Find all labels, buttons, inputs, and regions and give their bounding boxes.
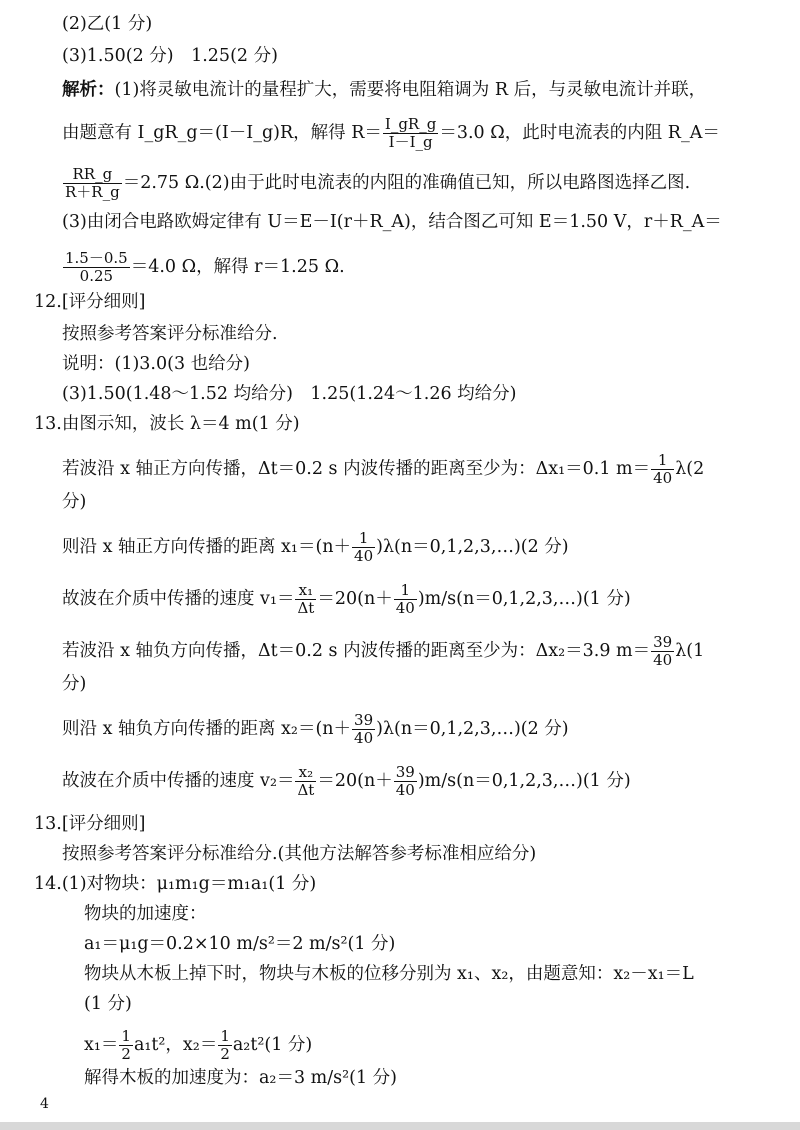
fraction: [295, 764, 316, 799]
t: 分): [62, 674, 87, 694]
numerator: 1: [121, 1027, 131, 1045]
t: (3)由闭合电路欧姆定律有 U＝E－I(r＋R_A)，结合图乙可知 E＝1.50 V，r＋R_A＝: [62, 212, 722, 232]
denominator: 2: [220, 1045, 230, 1063]
section-heading: [34, 290, 146, 314]
t: a₂t²(1 分): [232, 1035, 313, 1055]
numerator: 1: [651, 452, 674, 470]
t: (1)将灵敏电流计的量程扩大，需要将电阻箱调为 R 后，与灵敏电流计并联，: [114, 80, 707, 100]
t: 由题意有 I_gR_g＝(I－I_g)R，解得 R＝: [62, 123, 382, 143]
t: 按照参考答案评分标准给分.: [62, 324, 278, 344]
fraction: [352, 712, 375, 747]
text-line: [62, 842, 536, 866]
formula-line: [62, 764, 631, 799]
denominator: I－I_g: [388, 133, 433, 151]
page-edge: [0, 1122, 800, 1130]
text-line: [84, 902, 207, 926]
t: )m/s(n＝0,1,2,3,…)(1 分): [417, 589, 631, 609]
text-line: [62, 322, 278, 346]
fraction: [218, 1028, 232, 1063]
t: 13.由图示知，波长 λ＝4 m(1 分): [34, 414, 300, 434]
denominator: 0.25: [79, 267, 114, 285]
text-line: [62, 672, 86, 696]
text-line: [62, 352, 250, 376]
t: 故波在介质中传播的速度 v₁＝: [62, 589, 295, 609]
t: 物块的加速度：: [84, 904, 207, 924]
numerator: I_gR_g: [384, 115, 437, 133]
fraction: [352, 530, 375, 565]
t: 若波沿 x 轴正方向传播，Δt＝0.2 s 内波传播的距离至少为：Δx₁＝0.1 m＝: [62, 459, 651, 479]
t: (3)1.50(2 分) 1.25(2 分): [62, 46, 278, 66]
t: 12.[评分细则]: [34, 292, 146, 312]
t: 物块从木板上掉下时，物块与木板的位移分别为 x₁、x₂，由题意知：x₂－x₁＝L: [84, 964, 694, 984]
formula-line: [62, 250, 345, 285]
text-line: [62, 382, 517, 406]
t: 说明：(1)3.0(3 也给分): [62, 354, 250, 374]
denominator: 40: [653, 651, 673, 669]
text-line: [84, 932, 395, 956]
fraction: [394, 582, 417, 617]
formula-line: [62, 452, 704, 487]
t: (1 分): [84, 994, 132, 1014]
formula-line: [84, 1028, 312, 1063]
t: 14.(1)对物块：μ₁m₁g＝m₁a₁(1 分): [34, 874, 317, 894]
analysis-line: [62, 78, 706, 102]
t: a₁＝μ₁g＝0.2×10 m/s²＝2 m/s²(1 分): [84, 934, 396, 954]
analysis-label: 解析：: [62, 80, 115, 100]
formula-line: [62, 530, 569, 565]
question-line: [34, 412, 300, 436]
numerator: 39: [653, 633, 673, 651]
t: ＝2.75 Ω.(2)由于此时电流表的内阻的准确值已知，所以电路图选择乙图.: [122, 173, 691, 193]
t: ＝20(n＋: [317, 589, 393, 609]
numerator: 1: [394, 582, 417, 600]
formula-line: [62, 116, 720, 151]
t: a₁t²，x₂＝: [133, 1035, 218, 1055]
question-line: [34, 872, 316, 896]
t: ＝20(n＋: [317, 771, 393, 791]
t: 则沿 x 轴负方向传播的距离 x₂＝(n＋: [62, 719, 352, 739]
formula-line: [62, 712, 569, 747]
denominator: 2: [121, 1045, 131, 1063]
fraction: [295, 582, 316, 617]
text-line: [84, 962, 694, 986]
t: 若波沿 x 轴负方向传播，Δt＝0.2 s 内波传播的距离至少为：Δx₂＝3.9 m＝: [62, 641, 651, 661]
denominator: 40: [354, 547, 374, 565]
text-line: [84, 1066, 397, 1090]
numerator: x₁: [295, 582, 316, 600]
denominator: 40: [354, 729, 374, 747]
fraction: [63, 250, 130, 285]
numerator: 1.5－0.5: [65, 249, 128, 267]
denominator: 40: [653, 469, 673, 487]
t: )m/s(n＝0,1,2,3,…)(1 分): [417, 771, 631, 791]
answer-line: [62, 44, 278, 68]
fraction: [394, 764, 417, 799]
numerator: 39: [395, 763, 415, 781]
answer-line: [62, 12, 152, 36]
t: λ(1: [675, 641, 705, 661]
page-number: 4: [40, 1096, 49, 1112]
formula-line: [62, 582, 631, 617]
t: 按照参考答案评分标准给分.(其他方法解答参考标准相应给分): [62, 844, 537, 864]
text-line: [62, 210, 722, 234]
section-heading: [34, 812, 146, 836]
numerator: 1: [352, 530, 375, 548]
fraction: [119, 1028, 133, 1063]
denominator: R＋R_g: [65, 183, 120, 201]
formula-line: [62, 634, 704, 669]
t: 则沿 x 轴正方向传播的距离 x₁＝(n＋: [62, 537, 352, 557]
fraction: [651, 452, 674, 487]
numerator: 1: [220, 1027, 230, 1045]
fraction: [651, 634, 674, 669]
numerator: x₂: [295, 764, 316, 782]
t: 解得木板的加速度为：a₂＝3 m/s²(1 分): [84, 1068, 397, 1088]
text-line: [84, 992, 132, 1016]
t: (3)1.50(1.48～1.52 均给分) 1.25(1.24～1.26 均给分): [62, 384, 517, 404]
t: )λ(n＝0,1,2,3,…)(2 分): [376, 719, 569, 739]
t: λ(2: [675, 459, 705, 479]
numerator: RR_g: [63, 166, 122, 184]
t: )λ(n＝0,1,2,3,…)(2 分): [376, 537, 569, 557]
denominator: 40: [395, 599, 415, 617]
text-line: [62, 490, 86, 514]
fraction: [63, 166, 122, 201]
denominator: Δt: [297, 781, 315, 799]
denominator: 40: [395, 781, 415, 799]
denominator: Δt: [297, 599, 315, 617]
t: 分): [62, 492, 87, 512]
t: ＝3.0 Ω，此时电流表的内阻 R_A＝: [439, 123, 720, 143]
t: 13.[评分细则]: [34, 814, 146, 834]
fraction: [383, 116, 438, 151]
t: x₁＝: [84, 1035, 119, 1055]
t: 故波在介质中传播的速度 v₂＝: [62, 771, 295, 791]
formula-line: [62, 166, 690, 201]
t: (2)乙(1 分): [62, 14, 153, 34]
t: ＝4.0 Ω，解得 r＝1.25 Ω.: [130, 257, 345, 277]
numerator: 39: [354, 711, 374, 729]
